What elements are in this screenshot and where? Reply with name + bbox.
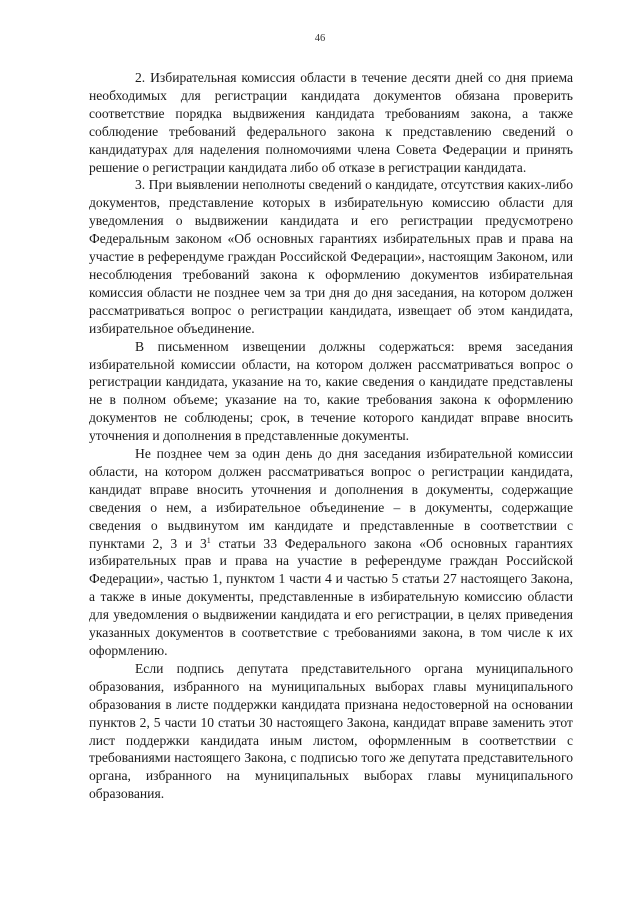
paragraph-corrections-part-1: Не позднее чем за один день до дня заседания избирательной комиссии области, на котором должен рассматриваться вопрос о регистрации кандидата, кандидат вправе вносить уточнения и дополнения в документы, содержащие сведения о нем, а избирательное объединение – в документы, содержащие сведения о выдвинутом им кандидате и представленные в соответствии с пунктами 2, 3 и 3 xyxy=(89,446,573,551)
paragraph-corrections-deadline xyxy=(89,445,573,660)
paragraph-deputy-signature: Если подпись депутата представительного органа муниципального образования, избранного на муниципальных выборах главы муниципального образования в листе поддержки кандидата признана недостоверной на основании пунктов 2, 5 части 10 статьи 30 настоящего Закона, кандидат вправе заменить этот лист поддержки кандидата иным листом, оформленным в соответствии с требованиями настоящего Закона, с подписью того же депутата представительного органа, избранного на муниципальных выборах главы муниципального образования. xyxy=(89,660,573,802)
superscript-index: 1 xyxy=(206,535,211,545)
paragraph-3-incomplete-data: 3. При выявлении неполноты сведений о кандидате, отсутствия каких-либо документов, представление которых в избирательную комиссию области для уведомления о выдвижении кандидата и его регистрации предусмотрено Федеральным законом «Об основных гарантиях избирательных прав и права на участие в референдуме граждан Российской Федерации», настоящим Законом, или несоблюдения требований закона к оформлению документов избирательная комиссия области не позднее чем за три дня до дня заседания, на котором должен рассматриваться вопрос о регистрации кандидата, извещает об этом кандидата, избирательное объединение. xyxy=(89,177,573,336)
paragraph-2-registration-check: 2. Избирательная комиссия области в течение десяти дней со дня приема необходимых для регистрации кандидата документов обязана проверить соответствие порядка выдвижения кандидата требованиям закона, а также соблюдение требований федерального закона к представлению сведений о кандидатурах для наделения полномочиями члена Совета Федерации и принять решение о регистрации кандидата либо об отказе в регистрации кандидата. xyxy=(89,70,573,175)
paragraph-written-notice: В письменном извещении должны содержаться: время заседания избирательной комиссии области, на котором должен рассматриваться вопрос о регистрации кандидата, указание на то, какие сведения о кандидате представлены не в полном объеме; указание на то, какие требования закона к оформлению документов не соблюдены; срок, в течение которого кандидат вправе вносить уточнения и дополнения в представленные документы. xyxy=(89,338,573,444)
document-body xyxy=(89,69,573,803)
paragraph-corrections-part-2: статьи 33 Федерального закона «Об основных гарантиях избирательных прав и права на участие в референдуме граждан Российской Федерации», частью 1, пунктом 1 части 4 и частью 5 статьи 27 настоящего Закона, а также в иные документы, представленные в избирательную комиссию области для уведомления о выдвижении кандидата и его регистрации, в целях приведения указанных документов в соответствие с требованиями закона, в том числе к их оформлению. xyxy=(89,535,574,658)
page-number: 46 xyxy=(314,33,326,44)
